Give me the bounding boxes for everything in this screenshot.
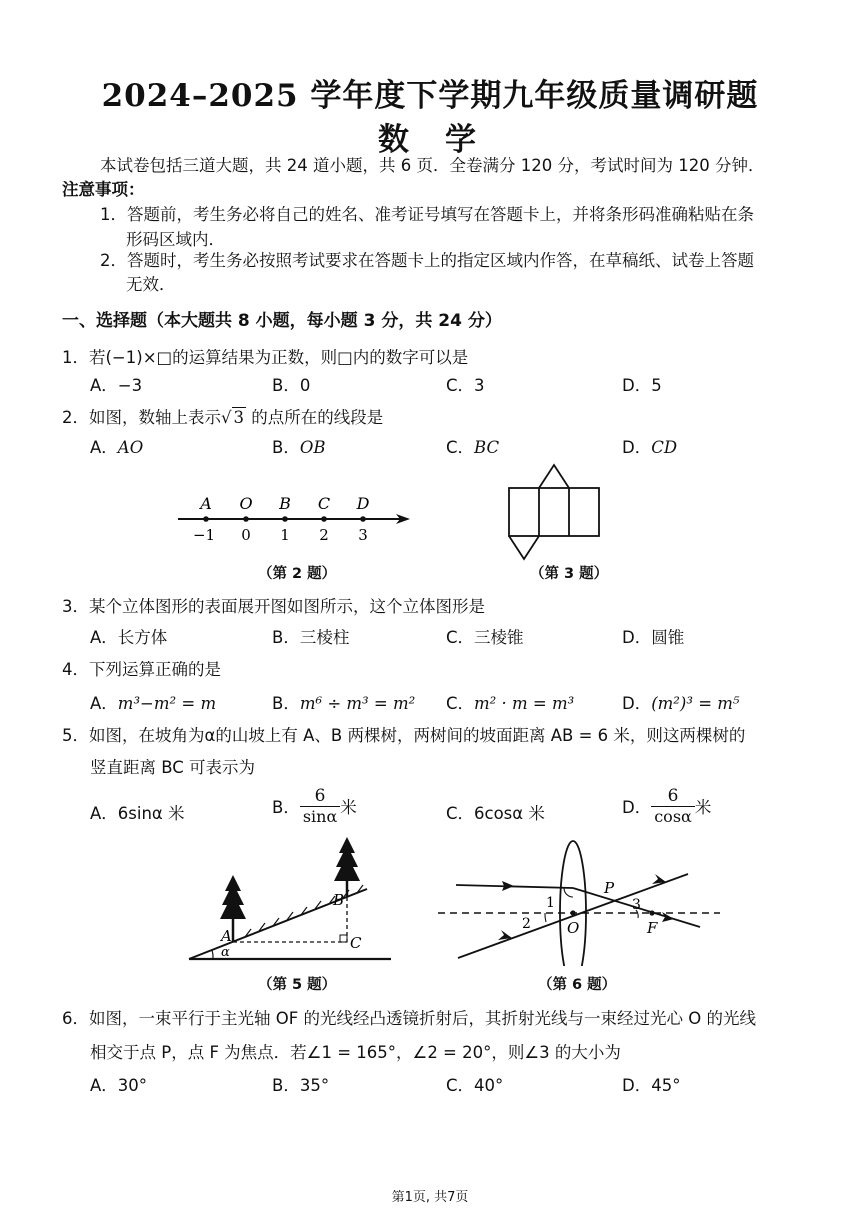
q1-option-a: A．−3 <box>90 376 143 395</box>
section-1-title: 一、选择题（本大题共 8 小题，每小题 3 分，共 24 分） <box>62 311 502 331</box>
point-label-a: A <box>200 494 212 513</box>
q4-option-a: A．m³−m² = m <box>90 694 217 713</box>
note-2-cont: 无效． <box>126 275 176 294</box>
point-label-b: B <box>279 494 291 513</box>
angle-label-3: 3 <box>632 897 641 913</box>
q6-option-c: C．40° <box>446 1076 504 1095</box>
q2-option-c: C．BC <box>446 438 500 457</box>
q3-option-d: D．圆锥 <box>622 628 685 647</box>
intro-line: 本试卷包括三道大题，共 24 道小题，共 6 页．全卷满分 120 分，考试时间为 120 分钟． <box>100 156 765 175</box>
point-label-p: P <box>604 879 615 897</box>
figure-6-lens <box>434 836 724 966</box>
q3-option-b: B．三棱柱 <box>272 628 350 647</box>
figure-2-number-line <box>170 490 420 550</box>
note-2: 2．答题时，考生务必按照考试要求在答题卡上的指定区域内作答，在草稿纸、试卷上答题 <box>100 251 754 270</box>
tree-b-icon <box>334 837 360 897</box>
q2-option-d: D．CD <box>622 438 678 457</box>
note-1: 1．答题前，考生务必将自己的姓名、准考证号填写在答题卡上，并将条形码准确粘贴在条 <box>100 205 754 224</box>
angle-label-alpha: α <box>221 945 230 960</box>
q2-stem-pre: 2．如图，数轴上表示 <box>62 408 221 427</box>
q5-option-d: D． $\frac{6}{\cos\alpha}$ 米 <box>622 786 712 826</box>
q1-option-c: C．3 <box>446 376 485 395</box>
point-label-d: D <box>356 494 370 513</box>
question-4: 4．下列运算正确的是 <box>62 660 221 679</box>
point-label-b: B <box>333 891 345 909</box>
figure-6-caption: （第 6 题） <box>538 977 617 993</box>
q4-option-b: B．m⁶ ÷ m³ = m² <box>272 694 416 713</box>
point-label-c: C <box>350 934 362 952</box>
tick-label-3: 3 <box>358 526 368 544</box>
figure-2-caption: （第 2 题） <box>258 566 337 582</box>
q2-option-b: B．OB <box>272 438 326 457</box>
point-label-c: C <box>317 494 331 513</box>
figure-5-caption: （第 5 题） <box>258 977 337 993</box>
q2-stem-post: 的点所在的线段是 <box>251 408 384 427</box>
figure-3-caption: （第 3 题） <box>530 566 609 582</box>
point-label-a: A <box>221 927 232 945</box>
q4-option-c: C．m² · m = m³ <box>446 694 575 713</box>
tick-label-0: 0 <box>241 526 251 544</box>
question-2 <box>62 404 383 428</box>
notes-title: 注意事项： <box>62 180 145 199</box>
q3-option-c: C．三棱锥 <box>446 628 524 647</box>
sqrt-symbol: √ <box>221 408 232 427</box>
q3-option-a: A．长方体 <box>90 628 168 647</box>
tick-label-2: 2 <box>319 526 329 544</box>
point-label-o: O <box>239 494 253 513</box>
q6-option-d: D．45° <box>622 1076 681 1095</box>
figure-3-prism-net <box>505 462 605 562</box>
q5-option-b: B． $\frac{6}{\sin\alpha}$ 米 <box>272 786 357 826</box>
question-5-cont: 竖直距离 BC 可表示为 <box>90 758 256 777</box>
page-footer: 第1页, 共7页 <box>391 1190 469 1205</box>
figure-5-slope <box>185 835 395 967</box>
page-title: 2024–2025 学年度下学期九年级质量调研题 <box>101 78 759 114</box>
question-3: 3．某个立体图形的表面展开图如图所示，这个立体图形是 <box>62 597 485 616</box>
question-6-cont: 相交于点 P，点 F 为焦点．若∠1 = 165°，∠2 = 20°，则∠3 的大小为 <box>90 1043 621 1062</box>
angle-label-2: 2 <box>522 916 531 932</box>
q5-option-a: A．6sinα 米 <box>90 804 185 823</box>
point-label-o: O <box>567 919 580 937</box>
q2-option-a: A．AO <box>90 438 144 457</box>
point-label-f: F <box>647 919 658 937</box>
q5-option-c: C．6cosα 米 <box>446 804 545 823</box>
tick-label-1: 1 <box>280 526 290 544</box>
subject-title: 数学 <box>378 122 512 158</box>
tick-label-neg1: −1 <box>192 526 216 544</box>
angle-label-1: 1 <box>546 895 555 911</box>
q6-option-a: A．30° <box>90 1076 148 1095</box>
question-1: 1．若(−1)×□的运算结果为正数，则□内的数字可以是 <box>62 348 469 367</box>
q1-option-d: D．5 <box>622 376 662 395</box>
q2-stem-root: 3 <box>233 408 245 427</box>
q4-option-d: D．(m²)³ = m⁵ <box>622 694 740 713</box>
question-6: 6．如图，一束平行于主光轴 OF 的光线经凸透镜折射后，其折射光线与一束经过光心 O 的光线 <box>62 1009 756 1028</box>
note-1-cont: 形码区域内． <box>126 230 225 249</box>
q6-option-b: B．35° <box>272 1076 330 1095</box>
q1-option-b: B．0 <box>272 376 311 395</box>
question-5: 5．如图，在坡角为α的山坡上有 A、B 两棵树，两树间的坡面距离 AB = 6 米，则这两棵树的 <box>62 726 746 745</box>
